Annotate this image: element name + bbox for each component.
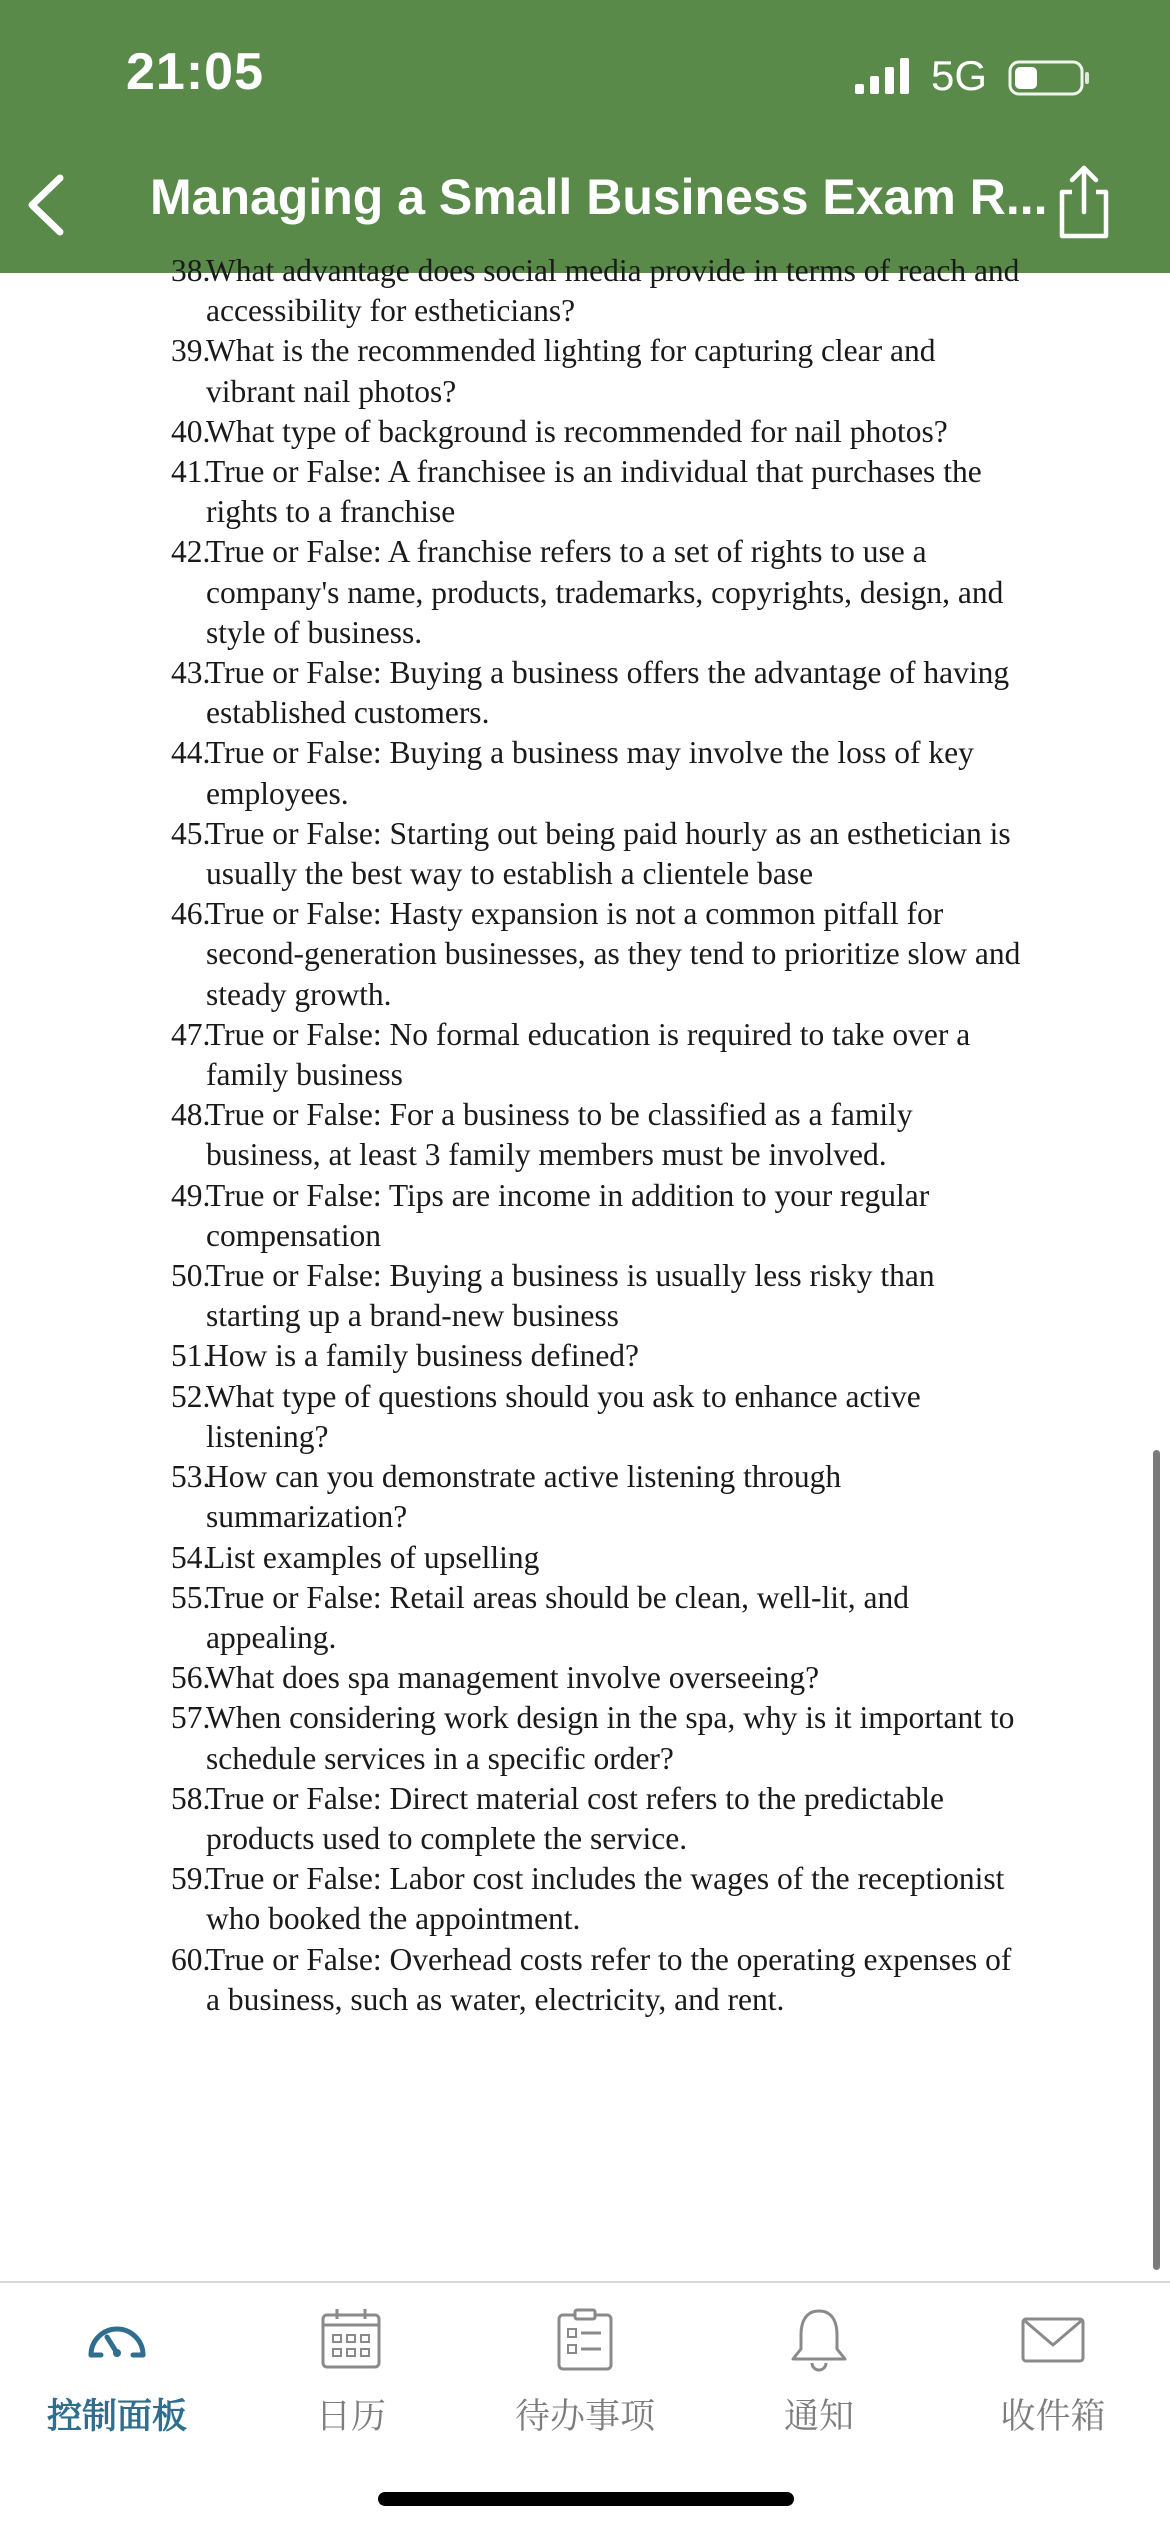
question-number: 45. [171,815,211,851]
question-item [0,1859,1170,1939]
question-text: What is the recommended lighting for capturing clear and vibrant nail photos? [206,333,936,409]
question-number: 51. [171,1338,211,1374]
question-number: 44. [171,735,211,771]
question-number: 57. [171,1700,211,1736]
network-type: 5G [931,52,988,99]
tab-label: 收件箱 [1000,2397,1106,2437]
question-number: 41. [171,454,211,490]
question-text: True or False: Overhead costs refer to the operating expenses of a business, such as water, electricity, and rent. [206,1941,1012,2017]
question-number: 59. [171,1861,211,1897]
question-text: True or False: Buying a business is usually less risky than starting up a brand-new business [206,1258,935,1334]
document-viewer[interactable] [0,253,1170,2281]
question-number: 47. [171,1016,211,1052]
question-item [0,1779,1170,1859]
question-text: What type of background is recommended for nail photos? [206,413,948,449]
home-indicator [378,2492,794,2506]
question-item [0,412,1170,452]
question-text: True or False: Tips are income in addition to your regular compensation [206,1177,930,1253]
question-item [0,1658,1170,1698]
question-item [0,653,1170,733]
question-text: When considering work design in the spa, why is it important to schedule services in a specific order? [206,1700,1015,1776]
question-text: True or False: Buying a business offers the advantage of having established customers. [206,655,1010,731]
question-text: True or False: Buying a business may involve the loss of key employees. [206,735,974,811]
question-item [0,452,1170,532]
question-text: What type of questions should you ask to enhance active listening? [206,1378,921,1454]
question-number: 46. [171,896,211,932]
status-time: 21:05 [126,43,264,101]
question-item [0,1015,1170,1095]
tab-notifications[interactable] [702,2283,936,2463]
tab-inbox[interactable] [936,2283,1170,2463]
question-number: 39. [171,333,211,369]
question-item [0,251,1170,331]
question-text: List examples of upselling [206,1539,540,1575]
question-item [0,1698,1170,1778]
question-item [0,733,1170,813]
question-text: What advantage does social media provide in terms of reach and accessibility for estheticians? [206,253,1020,329]
question-item [0,1336,1170,1376]
question-text: What does spa management involve overseeing? [206,1660,820,1696]
question-item [0,1457,1170,1537]
bell-icon [787,2307,851,2371]
question-number: 52. [171,1378,211,1414]
tab-label: 控制面板 [46,2397,187,2437]
question-item [0,532,1170,653]
signal-icon [853,56,913,96]
question-text: How is a family business defined? [206,1338,640,1374]
question-text: True or False: A franchise refers to a set of rights to use a company's name, products, trademarks, copyrights, design, and style of business. [206,534,1004,650]
question-number: 43. [171,655,211,691]
tab-label: 日历 [315,2397,386,2437]
question-item [0,331,1170,411]
scrollbar[interactable] [1153,1450,1160,2270]
tab-label: 通知 [783,2397,854,2437]
battery-icon [1008,58,1092,98]
question-list [0,251,1170,2020]
question-number: 49. [171,1177,211,1213]
tab-calendar[interactable] [234,2283,468,2463]
question-item [0,814,1170,894]
question-item [0,1095,1170,1175]
question-text: True or False: Starting out being paid hourly as an esthetician is usually the best way to establish a clientele base [206,815,1011,892]
question-item [0,1940,1170,2020]
question-number: 50. [171,1258,211,1294]
todo-icon [553,2307,617,2371]
question-number: 58. [171,1780,211,1816]
question-text: True or False: No formal education is required to take over a family business [206,1016,971,1093]
question-text: True or False: Retail areas should be clean, well-lit, and appealing. [206,1579,910,1655]
question-item [0,894,1170,1015]
question-item [0,1377,1170,1457]
question-text: True or False: Direct material cost refers to the predictable products used to complete the service. [206,1780,944,1856]
dashboard-icon [85,2307,149,2371]
question-number: 60. [171,1941,211,1977]
question-text: True or False: For a business to be classified as a family business, at least 3 family members must be involved. [206,1097,913,1173]
question-number: 38. [171,253,211,288]
question-number: 53. [171,1459,211,1495]
question-item [0,1578,1170,1658]
question-text: How can you demonstrate active listening through summarization? [206,1459,842,1535]
question-item [0,1176,1170,1256]
share-icon[interactable] [1052,162,1116,242]
question-text: True or False: A franchisee is an individual that purchases the rights to a franchise [206,454,982,530]
question-text: True or False: Labor cost includes the wages of the receptionist who booked the appointment. [206,1861,1005,1937]
tab-todo[interactable] [468,2283,702,2463]
question-text: True or False: Hasty expansion is not a common pitfall for second-generation businesses, as they tend to prioritize slow and steady growth. [206,896,1021,1012]
header [0,0,1170,273]
question-number: 40. [171,413,211,449]
question-number: 42. [171,534,211,570]
question-number: 48. [171,1097,211,1133]
question-number: 56. [171,1660,211,1696]
tab-dashboard[interactable] [0,2283,234,2463]
tab-label: 待办事项 [514,2397,655,2437]
page-title: Managing a Small Business Exam R... [150,169,1048,225]
mail-icon [1021,2307,1085,2371]
question-number: 55. [171,1579,211,1615]
question-item [0,1538,1170,1578]
question-item [0,1256,1170,1336]
question-number: 54. [171,1539,211,1575]
calendar-icon [319,2307,383,2371]
back-chevron-icon[interactable] [18,170,78,240]
